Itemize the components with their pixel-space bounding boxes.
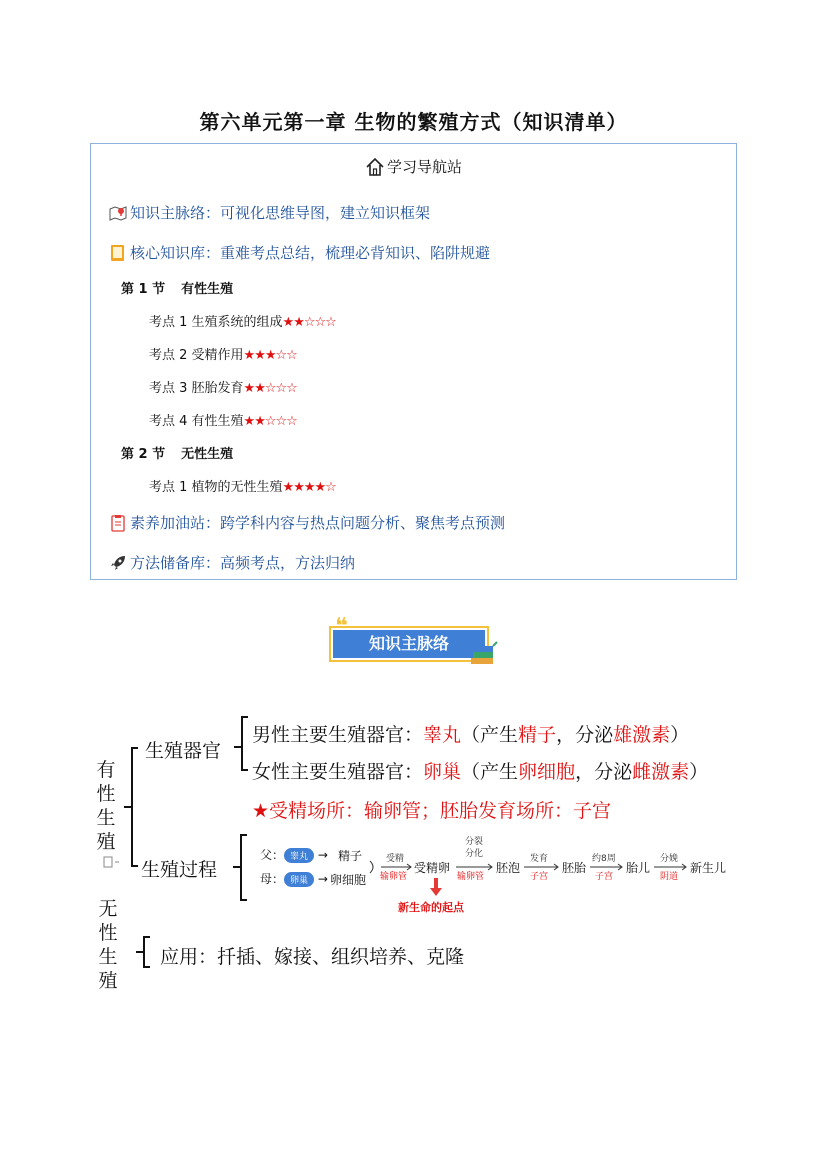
flow-embryo: 胚胎 (562, 861, 587, 875)
flow-father: 父： 睾丸 → (260, 848, 328, 862)
nav-row-literacy-text: ：跨学科内容与热点问题分析、聚焦考点预测 (205, 514, 506, 532)
nav-row-methods-text: ：高频考点，方法归纳 (205, 554, 356, 572)
arrow-label-uterus-1: 子宫 (530, 872, 549, 882)
flow-egg: 卵细胞 (330, 873, 367, 887)
section-banner-knowledge-map (331, 614, 499, 672)
arrow-label-develop: 发育 (530, 854, 549, 864)
key-point-2-1[interactable] (149, 476, 336, 495)
flow-sperm: 精子 (338, 849, 363, 863)
produce-label: （产生 (461, 724, 519, 746)
star-rating-filled: ★★ (243, 414, 265, 429)
section-2-number: 第 2 节 (121, 447, 166, 462)
testis-pill: 睾丸 (284, 848, 314, 863)
key-point-1-1[interactable] (149, 311, 336, 330)
sperm: 精子 (518, 724, 557, 746)
female-organs-line (252, 757, 708, 784)
produce-label: （产生 (461, 761, 519, 783)
section-2-heading (121, 443, 233, 462)
flow-blastocyst: 胚泡 (496, 861, 521, 875)
key-point-1-4[interactable] (149, 410, 297, 429)
star-rating-filled: ★★★★ (282, 480, 326, 495)
nav-row-knowledge-map-text: ：可视化思维导图，建立知识框架 (205, 204, 431, 222)
star-rating-empty: ☆☆☆ (264, 381, 297, 396)
estrogen: 雌激素 (632, 761, 690, 783)
nav-header-label: 学习导航站 (386, 158, 462, 176)
star-rating-empty: ☆☆☆ (264, 414, 297, 429)
section-1-heading (121, 278, 233, 297)
arrow-label-fertilization: 受精 (386, 854, 405, 864)
nav-row-methods-label: 方法储备库 (130, 554, 206, 572)
close-paren: ） (670, 724, 690, 746)
node-sexual-reproduction: 有性生殖 (96, 759, 116, 853)
arrow-label-division: 分裂 分化 (464, 837, 483, 859)
arrow-label-8-weeks: 约8周 (592, 854, 616, 864)
star-rating-filled: ★★★ (243, 348, 276, 363)
star-rating-filled: ★★ (243, 381, 265, 396)
learning-navigation-box (90, 143, 737, 580)
flow-zygote: 受精卵 (414, 861, 451, 875)
banner-label: 知识主脉络 (331, 628, 487, 660)
male-organs-line (252, 720, 689, 747)
arrow-label-delivery: 分娩 (660, 854, 679, 864)
female-organs-label: 女性主要生殖器官： (252, 761, 424, 783)
asexual-applications: 应用：扦插、嫁接、组织培养、克隆 (160, 946, 465, 968)
quote-mark-icon: ❝ (335, 614, 348, 639)
egg-cell: 卵细胞 (518, 761, 576, 783)
home-icon (365, 157, 385, 177)
section-1-number: 第 1 节 (121, 282, 166, 297)
nav-row-literacy-label: 素养加油站 (130, 514, 206, 532)
books-icon (469, 640, 499, 670)
rocket-icon (109, 554, 127, 572)
arrow-label-vagina: 阴道 (660, 872, 679, 882)
key-point-1-3[interactable] (149, 377, 297, 396)
key-point-1-2[interactable] (149, 344, 297, 363)
flow-mother: 母： 卵巢 → (260, 872, 328, 886)
key-point-label: 考点 4 有性生殖 (149, 414, 244, 429)
document-title: 第六单元第一章 生物的繁殖方式（知识清单） (199, 110, 628, 134)
key-point-label: 考点 1 生殖系统的组成 (149, 315, 283, 330)
nav-row-core-knowledge[interactable] (109, 242, 490, 263)
star-rating-empty: ☆☆☆ (303, 315, 336, 330)
father-label: 父： (260, 848, 285, 862)
nav-row-core-knowledge-text: ：重难考点总结，梳理必背知识、陷阱规避 (205, 244, 491, 262)
star-rating-empty: ☆☆ (275, 348, 297, 363)
node-reproduction-process: 生殖过程 (141, 859, 218, 881)
nav-header (91, 156, 736, 177)
node-asexual-reproduction: 无性生殖 (98, 898, 118, 992)
map-pin-icon (109, 204, 127, 222)
node-reproductive-organs: 生殖器官 (145, 740, 222, 762)
key-point-label: 考点 2 受精作用 (149, 348, 244, 363)
close-paren: ） (689, 761, 709, 783)
nav-row-core-knowledge-label: 核心知识库 (130, 244, 206, 262)
ovary: 卵巢 (423, 761, 462, 783)
ovary-pill: 卵巢 (284, 872, 314, 887)
testis: 睾丸 (423, 724, 462, 746)
key-sites-note: ★受精场所：输卵管；胚胎发育场所：子宫 (252, 800, 612, 822)
flow-fetus: 胎儿 (626, 861, 651, 875)
male-organs-label: 男性主要生殖器官： (252, 724, 424, 746)
book-icon (109, 244, 127, 262)
nav-row-literacy[interactable] (109, 512, 505, 533)
note-icon (103, 856, 121, 868)
section-2-name: 无性生殖 (181, 447, 234, 462)
arrow-label-oviduct-1: 输卵管 (380, 872, 408, 882)
arrow-label-oviduct-2: 输卵管 (457, 872, 485, 882)
section-1-name: 有性生殖 (181, 282, 234, 297)
key-point-label: 考点 3 胚胎发育 (149, 381, 244, 396)
arrow-label-uterus-2: 子宫 (595, 872, 614, 882)
star-rating-empty: ☆ (325, 480, 336, 495)
clipboard-icon (109, 514, 127, 532)
nav-row-methods[interactable] (109, 552, 355, 573)
flow-life-start-note: 新生命的起点 (398, 901, 464, 914)
key-point-label: 考点 1 植物的无性生殖 (149, 480, 283, 495)
secrete-label: ，分泌 (556, 724, 614, 746)
mother-label: 母： (260, 872, 285, 886)
flow-newborn: 新生儿 (690, 861, 727, 875)
nav-row-knowledge-map[interactable] (109, 202, 430, 223)
androgen: 雄激素 (613, 724, 671, 746)
star-rating-filled: ★★ (282, 315, 304, 330)
secrete-label: ，分泌 (575, 761, 633, 783)
nav-row-knowledge-map-label: 知识主脉络 (130, 204, 206, 222)
